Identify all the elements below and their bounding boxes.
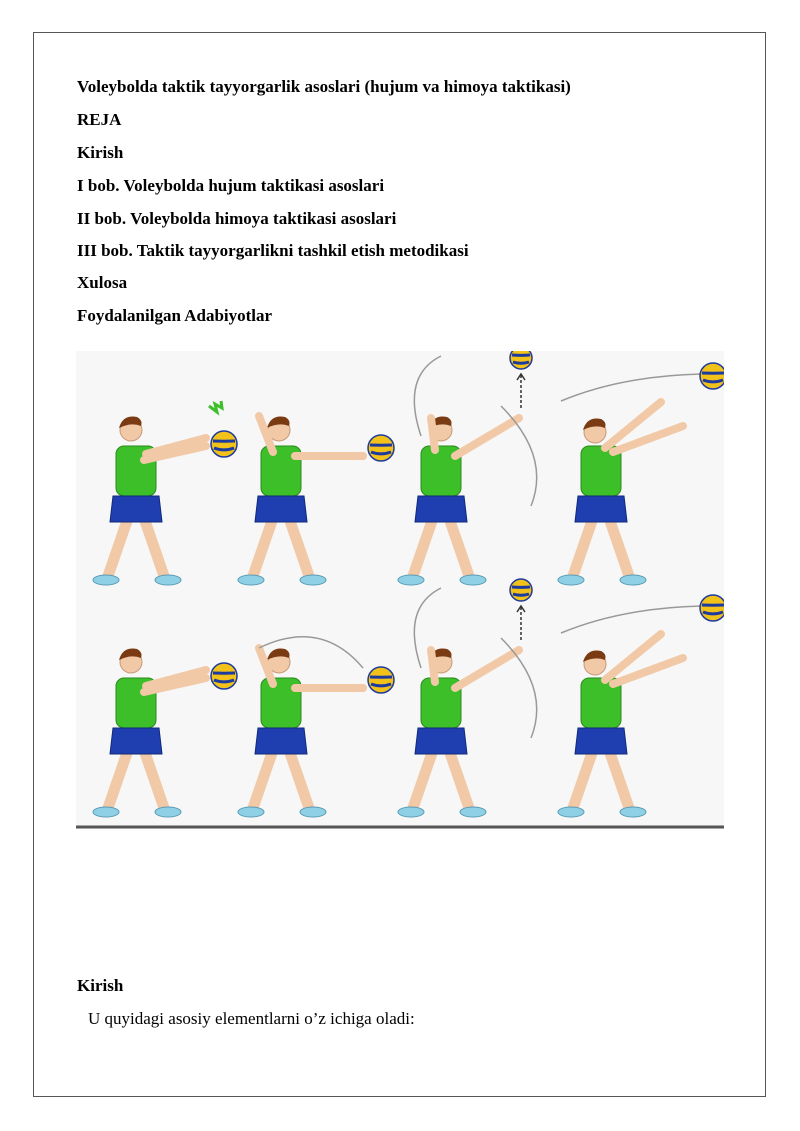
toc-item-chapter-3: III bob. Taktik tayyorgarlikni tashkil etish metodikasi bbox=[77, 241, 469, 260]
volleyball-icon bbox=[368, 667, 394, 693]
figure-background bbox=[76, 351, 724, 829]
toc-item-references: Foydalanilgan Adabiyotlar bbox=[77, 306, 273, 325]
toc-item-chapter-2: II bob. Voleybolda himoya taktikasi asoslari bbox=[77, 209, 397, 228]
volleyball-icon bbox=[700, 595, 724, 621]
volleyball-icon bbox=[211, 431, 237, 457]
toc-item-introduction: Kirish bbox=[77, 143, 124, 162]
volleyball-icon bbox=[368, 435, 394, 461]
volleyball-icon bbox=[211, 663, 237, 689]
plan-heading: REJA bbox=[77, 110, 122, 129]
intro-paragraph: U quyidagi asosiy elementlarni o’z ichiga oladi: bbox=[88, 1009, 415, 1028]
toc-item-chapter-1: I bob. Voleybolda hujum taktikasi asoslari bbox=[77, 176, 385, 195]
volleyball-icon bbox=[700, 363, 724, 389]
section-heading-introduction: Kirish bbox=[77, 976, 124, 995]
volleyball-icon bbox=[510, 351, 532, 369]
document-title: Voleybolda taktik tayyorgarlik asoslari (hujum va himoya taktikasi) bbox=[77, 77, 571, 96]
toc-item-conclusion: Xulosa bbox=[77, 273, 128, 292]
volleyball-icon bbox=[510, 579, 532, 601]
volleyball-serve-illustration bbox=[76, 351, 724, 829]
